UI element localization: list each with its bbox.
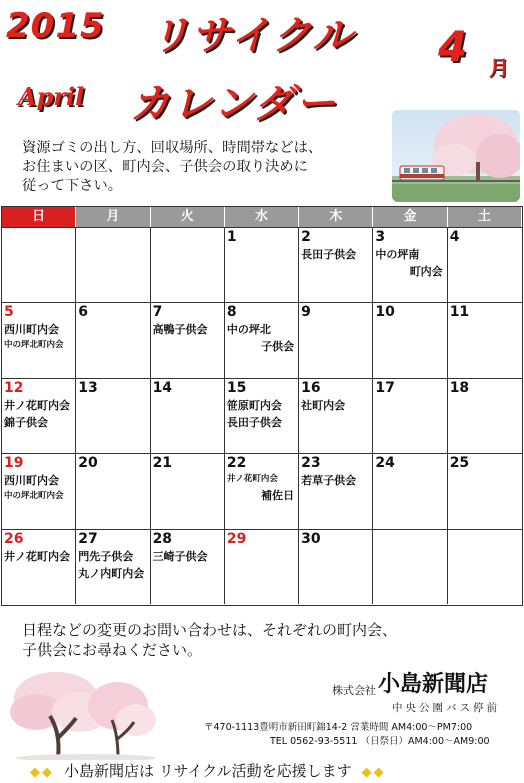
calendar-day-cell [225,379,299,453]
calendar-day-cell [225,228,299,302]
collection-group: 中の坪北町内会 [4,491,64,502]
diamond-icon: ◆◆ [361,765,386,780]
calendar-day-cell [151,228,225,302]
day-number: 28 [152,530,173,547]
collection-group: 高鴨子供会 [152,323,208,337]
header-year: 2015 [6,6,105,46]
weekday-header-row [2,207,522,227]
header-month-number: 4 [438,22,468,71]
day-number: 26 [4,530,24,547]
collection-group: 中の坪南 [375,248,420,261]
calendar-day-cell [2,228,76,302]
collection-group: 笹原町内会 [226,398,282,412]
header-month-unit: 月 [489,56,509,80]
calendar-day-cell [151,379,225,453]
company-name: 小島新聞店 [378,672,489,697]
calendar-week [2,453,522,528]
calendar-day-cell [225,303,299,377]
calendar-day-cell [373,530,447,604]
calendar-day-cell [373,228,447,302]
weekday-header-monday: 月 [76,207,150,227]
collection-group: 補佐日 [261,489,295,503]
collection-group: 井ノ花町内会 [4,549,70,563]
day-number: 13 [78,379,98,396]
day-number: 6 [78,304,89,321]
company-prefix: 株式会社 [332,684,376,697]
calendar-week [2,529,522,604]
day-number: 20 [78,455,98,472]
cherry-blossom-illustration [6,668,164,760]
day-number: 17 [375,379,395,396]
calendar-day-cell [448,530,522,604]
calendar-day-cell [225,530,299,604]
day-number: 15 [226,379,247,396]
day-number: 21 [152,455,173,472]
calendar-day-cell [448,454,522,528]
header-title-calendar: カレンダー [130,81,338,127]
calendar-day-cell [2,379,76,453]
address: 〒470-1113豊明市新田町錦14-2 [204,722,348,733]
intro-line: お住まいの区、町内会、子供会の取り決めに [22,159,308,175]
day-number: 14 [152,379,173,396]
day-number: 9 [301,304,311,321]
hours-label: 営業時間 [350,722,389,733]
intro-line: 資源ゴミの出し方、回収場所、時間帯などは、 [22,140,323,156]
collection-group: 長田子供会 [301,248,357,261]
calendar-day-cell [76,530,150,604]
day-number: 4 [449,229,460,245]
day-number: 10 [375,304,395,321]
collection-group: 三崎子供会 [152,549,208,563]
phone-line [270,733,490,747]
collection-group: 社町内会 [301,398,346,412]
collection-group: 門先子供会 [78,549,134,563]
calendar-day-cell [448,379,522,453]
calendar-day-cell [448,303,522,377]
calendar-day-cell [2,530,76,604]
weekday-header-tuesday: 火 [151,207,225,227]
calendar-week [2,227,522,302]
day-number: 25 [449,455,470,472]
calendar-day-cell [299,379,373,453]
calendar-day-cell [2,303,76,377]
calendar-day-cell [373,379,447,453]
calendar-day-cell [76,379,150,453]
day-number: 30 [301,530,321,547]
calendar-day-cell [299,228,373,302]
bus-stop-note: 中央公園バス停前 [392,702,500,714]
day-number: 11 [449,304,470,321]
day-number: 18 [449,379,470,396]
collection-group: 中の坪北町内会 [4,340,64,351]
header-english-month: April [18,82,85,111]
slogan-text: 小島新聞店は リサイクル活動を応援します [64,762,352,780]
calendar-day-cell [151,303,225,377]
inquiry-text [22,620,397,660]
weekday-header-thursday: 木 [299,207,373,227]
calendar-day-cell [76,303,150,377]
collection-group: 井ノ花町内会 [4,398,70,412]
collection-group: 西川町内会 [4,323,59,337]
business-hours: AM4:00〜PM7:00 [391,722,473,733]
day-number-holiday: 29 [226,530,247,547]
day-number: 16 [301,379,321,396]
collection-group: 中の坪北 [226,323,271,337]
cherry-blossom-train-photo [392,110,520,202]
intro-text [22,139,382,196]
calendar-day-cell [225,454,299,528]
day-number: 1 [226,229,237,245]
calendar-day-cell [448,228,522,302]
day-number: 5 [4,304,14,321]
intro-line: 従って下さい。 [22,178,123,194]
holiday-hours: AM4:00〜AM9:00 [407,736,490,747]
address-line [204,719,472,733]
header-title-recycle: リサイクル [150,13,355,59]
company-name-block [332,667,488,698]
calendar-day-cell [299,303,373,377]
calendar-day-cell [299,530,373,604]
slogan-bar [30,760,500,781]
day-number: 12 [4,379,24,396]
collection-group: 町内会 [409,265,443,278]
collection-group: 井ノ花町内会 [226,474,278,485]
day-number: 27 [78,530,98,547]
collection-group: 西川町内会 [4,474,59,488]
collection-group: 錦子供会 [4,415,48,429]
weekday-header-saturday: 土 [448,207,522,227]
diamond-icon: ◆◆ [30,765,54,780]
day-number: 2 [301,229,311,245]
collection-group: 子供会 [261,340,295,354]
weekday-header-sunday: 日 [2,207,76,227]
day-number: 22 [226,455,247,472]
calendar-week [2,302,522,377]
collection-group: 丸ノ内町内会 [78,566,145,580]
calendar-day-cell [299,454,373,528]
calendar-day-cell [76,454,150,528]
inquiry-line: 子供会にお尋ねください。 [22,641,203,659]
calendar-day-cell [373,303,447,377]
collection-group: 長田子供会 [226,415,282,429]
weekday-header-friday: 金 [373,207,447,227]
day-number: 24 [375,455,395,472]
recycle-calendar [1,206,523,606]
day-number: 8 [226,304,237,321]
day-number: 3 [375,229,386,245]
weekday-header-wednesday: 水 [225,207,299,227]
calendar-day-cell [76,228,150,302]
calendar-day-cell [2,454,76,528]
calendar-day-cell [373,454,447,528]
calendar-day-cell [151,454,225,528]
calendar-week [2,378,522,453]
day-number: 19 [4,455,24,472]
phone-number: TEL 0562-93-5511 [270,736,358,747]
day-number: 23 [301,455,321,472]
day-number: 7 [152,304,163,321]
inquiry-line: 日程などの変更のお問い合わせは、それぞれの町内会、 [22,621,398,639]
calendar-day-cell [151,530,225,604]
holiday-label: （日祭日） [360,736,408,747]
collection-group: 若草子供会 [301,474,357,488]
